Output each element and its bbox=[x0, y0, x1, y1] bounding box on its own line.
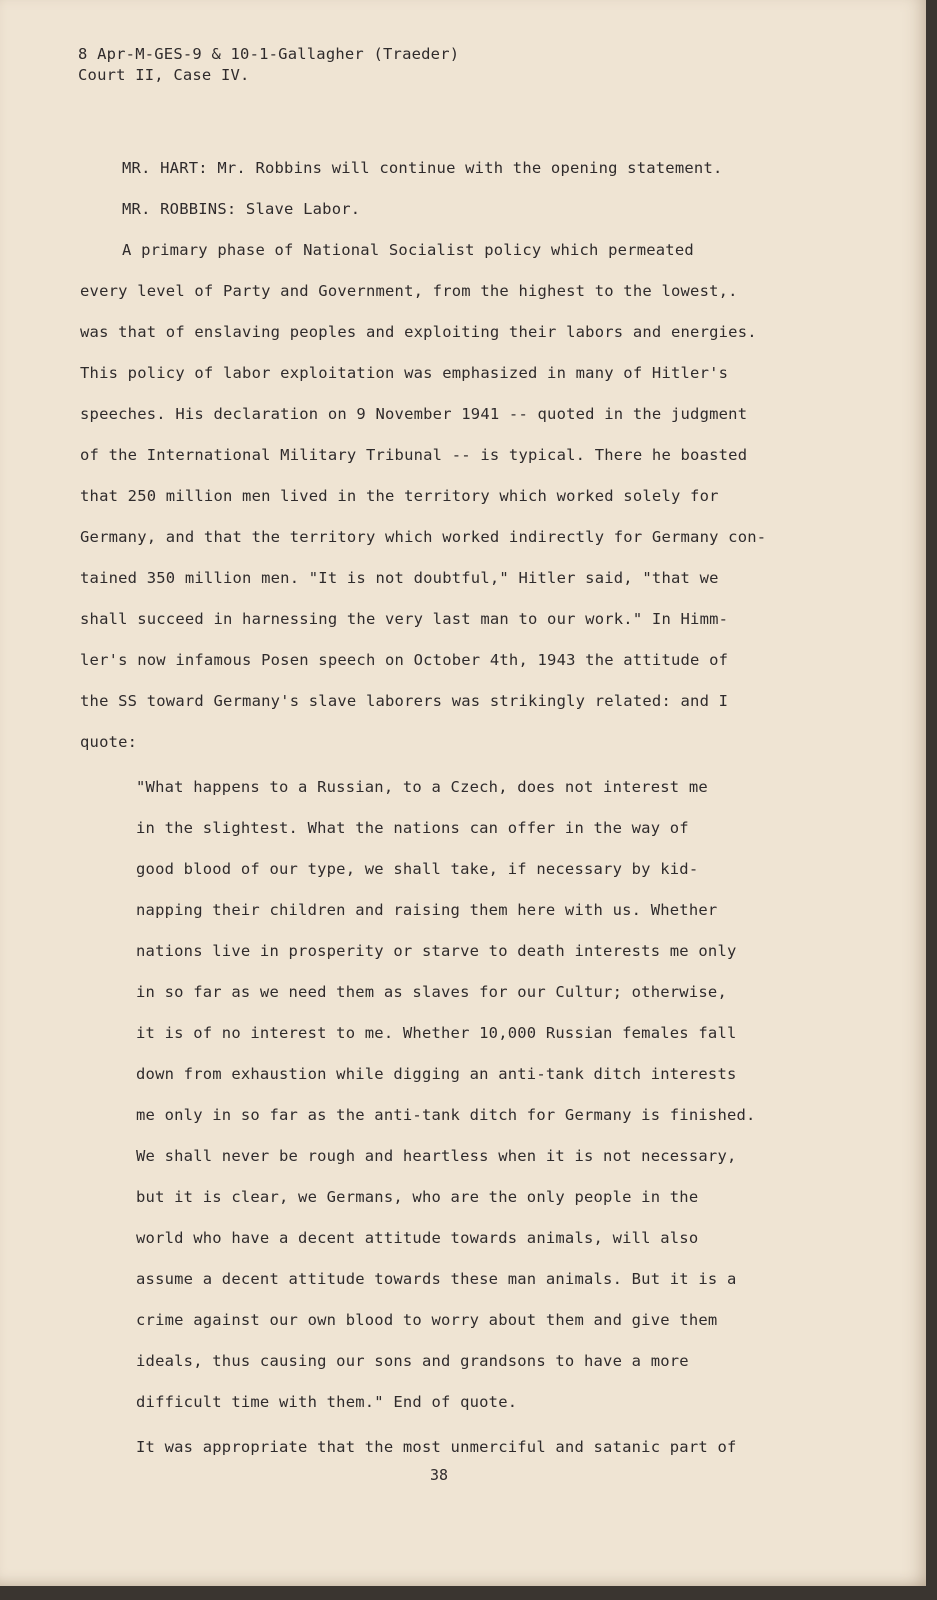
text-line-12: shall succeed in harnessing the very last man to our work." In Himm- bbox=[80, 610, 729, 628]
text-line-8: of the International Military Tribunal -- is typical. There he boasted bbox=[80, 446, 748, 464]
quote-line-15: ideals, thus causing our sons and grandsons to have a more bbox=[136, 1352, 689, 1370]
text-line-3: A primary phase of National Socialist policy which permeated bbox=[122, 241, 694, 259]
text-line-2: MR. ROBBINS: Slave Labor. bbox=[122, 200, 361, 218]
quote-line-7: it is of no interest to me. Whether 10,000 Russian females fall bbox=[136, 1024, 737, 1042]
quote-line-12: world who have a decent attitude towards animals, will also bbox=[136, 1229, 699, 1247]
quote-line-1: "What happens to a Russian, to a Czech, does not interest me bbox=[136, 778, 708, 796]
header-line-2: Court II, Case IV. bbox=[78, 66, 250, 84]
text-line-9: that 250 million men lived in the territory which worked solely for bbox=[80, 487, 719, 505]
text-line-10: Germany, and that the territory which worked indirectly for Germany con- bbox=[80, 528, 767, 546]
quote-line-6: in so far as we need them as slaves for our Cultur; otherwise, bbox=[136, 983, 727, 1001]
text-line-15: quote: bbox=[80, 733, 138, 751]
text-line-1: MR. HART: Mr. Robbins will continue with the opening statement. bbox=[122, 159, 723, 177]
page-number: 38 bbox=[430, 1466, 449, 1484]
text-line-6: This policy of labor exploitation was emphasized in many of Hitler's bbox=[80, 364, 729, 382]
text-line-14: the SS toward Germany's slave laborers was strikingly related: and I bbox=[80, 692, 729, 710]
quote-line-10: We shall never be rough and heartless when it is not necessary, bbox=[136, 1147, 737, 1165]
quote-line-2: in the slightest. What the nations can offer in the way of bbox=[136, 819, 689, 837]
quote-line-4: napping their children and raising them here with us. Whether bbox=[136, 901, 718, 919]
quote-line-8: down from exhaustion while digging an anti-tank ditch interests bbox=[136, 1065, 737, 1083]
quote-line-5: nations live in prosperity or starve to death interests me only bbox=[136, 942, 737, 960]
text-line-final: It was appropriate that the most unmerciful and satanic part of bbox=[136, 1438, 737, 1456]
text-line-7: speeches. His declaration on 9 November 1941 -- quoted in the judgment bbox=[80, 405, 748, 423]
text-line-13: ler's now infamous Posen speech on October 4th, 1943 the attitude of bbox=[80, 651, 729, 669]
quote-line-11: but it is clear, we Germans, who are the only people in the bbox=[136, 1188, 699, 1206]
quote-line-9: me only in so far as the anti-tank ditch for Germany is finished. bbox=[136, 1106, 756, 1124]
text-line-11: tained 350 million men. "It is not doubtful," Hitler said, "that we bbox=[80, 569, 719, 587]
quote-line-16: difficult time with them." End of quote. bbox=[136, 1393, 518, 1411]
quote-line-3: good blood of our type, we shall take, if necessary by kid- bbox=[136, 860, 699, 878]
text-line-4: every level of Party and Government, from the highest to the lowest,. bbox=[80, 282, 738, 300]
text-line-5: was that of enslaving peoples and exploiting their labors and energies. bbox=[80, 323, 757, 341]
scan-edge bbox=[0, 1586, 937, 1600]
header-line-1: 8 Apr-M-GES-9 & 10-1-Gallagher (Traeder) bbox=[78, 45, 460, 63]
quote-line-14: crime against our own blood to worry about them and give them bbox=[136, 1311, 718, 1329]
quote-line-13: assume a decent attitude towards these man animals. But it is a bbox=[136, 1270, 737, 1288]
